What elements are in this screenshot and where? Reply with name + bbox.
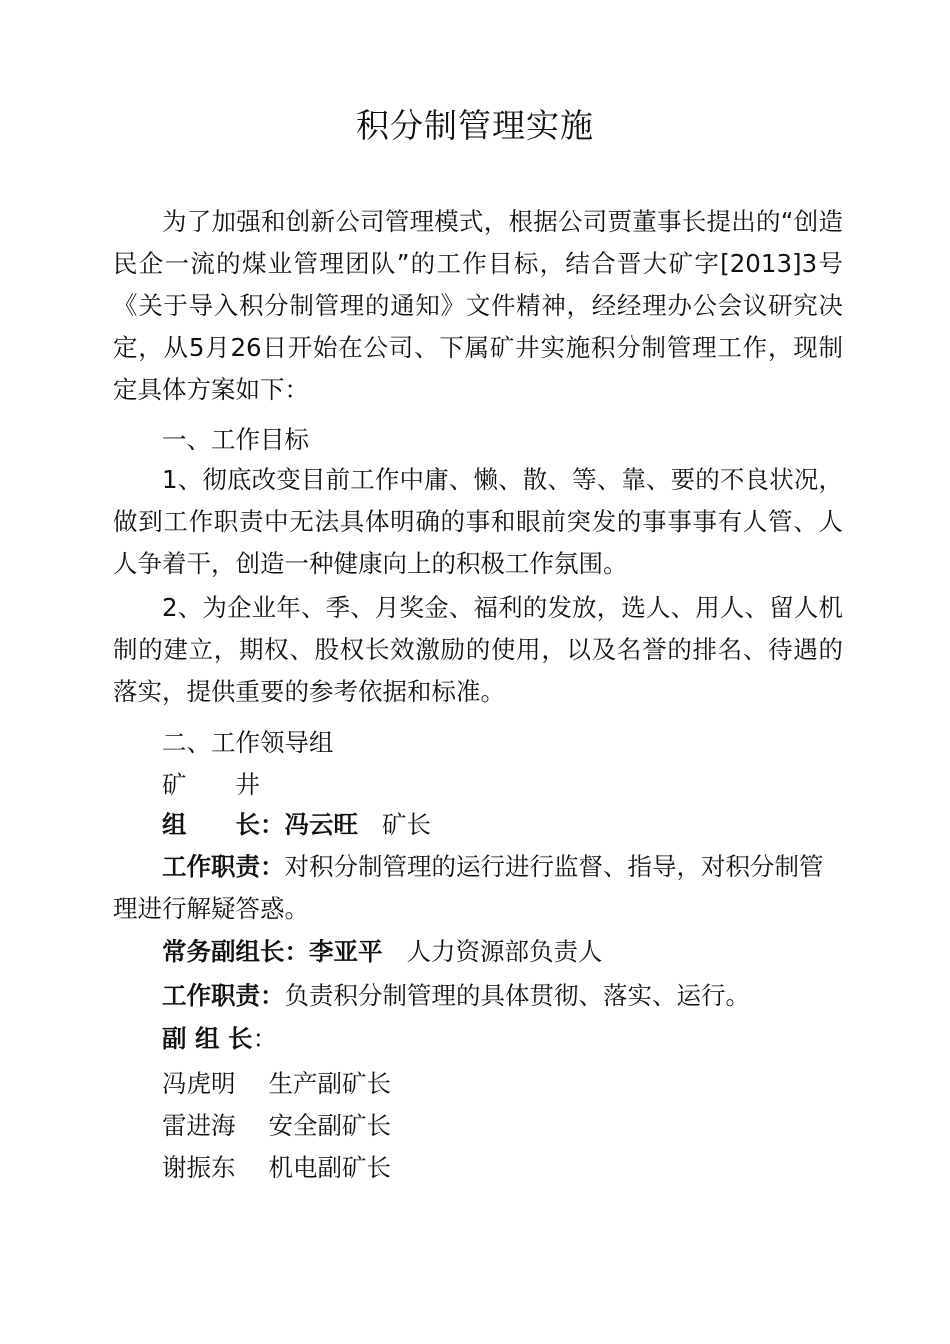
exec-deputy-role-label: 常务副组长： [162,937,309,966]
intro-paragraph [113,201,843,411]
deputy-name: 谢振东 [162,1153,236,1182]
goal-item-1 [113,459,843,585]
exec-deputy-row [162,931,603,973]
deputy-name: 雷进海 [162,1111,236,1140]
leader-name: 冯云旺 [284,810,358,839]
deputies-heading [162,1018,277,1060]
deputy-title: 安全副矿长 [268,1111,391,1140]
section-heading-goals: 一、工作目标 [162,425,309,454]
duty-text: 负责积分制管理的具体贯彻、落实、运行。 [284,981,750,1010]
leader-row [162,804,431,846]
deputy-title: 生产副矿长 [268,1069,391,1098]
goal-item-2 [113,587,843,713]
goal-text: 2、为企业年、季、月奖金、福利的发放，选人、用人、留人机制的建立，期权、股权长效激励的使用，以及名誉的排名、待遇的落实，提供重要的参考依据和标准。 [113,593,843,706]
deputies-label: 副 组 长 [162,1024,253,1053]
section-heading-leadership: 二、工作领导组 [162,728,334,757]
deputy-title: 机电副矿长 [268,1153,391,1182]
intro-text: 为了加强和创新公司管理模式，根据公司贾董事长提出的“创造民企一流的煤业管理团队”的工作目标，结合晋大矿字[2013]3号《关于导入积分制管理的通知》文件精神，经经理办公会议研究决定，从5月26日开始在公司、下属矿井实施积分制管理工作，现制定具体方案如下： [113,207,843,404]
deputies-colon: ： [252,1024,278,1053]
deputy-row [162,1063,391,1105]
duty-label: 工作职责： [162,981,285,1010]
document-title: 积分制管理实施 [356,106,594,145]
goal-text: 1、彻底改变目前工作中庸、懒、散、等、靠、要的不良状况，做到工作职责中无法具体明确的事和眼前突发的事事事有人管、人人争着干，创造一种健康向上的积极工作氛围。 [113,465,843,578]
leader-duty [113,846,843,930]
deputy-name: 冯虎明 [162,1069,236,1098]
deputy-row [162,1147,391,1189]
leader-role-label: 组 长： [162,810,285,839]
exec-deputy-title: 人力资源部负责人 [406,937,603,966]
duty-label: 工作职责： [162,852,285,881]
deputy-row [162,1105,391,1147]
mine-label: 矿 井 [162,770,260,799]
exec-deputy-duty [113,975,843,1017]
leader-title: 矿长 [382,810,431,839]
exec-deputy-name: 李亚平 [309,937,383,966]
duty-text: 对积分制管理的运行进行监督、指导，对积分制管理进行解疑答惑。 [113,852,824,923]
